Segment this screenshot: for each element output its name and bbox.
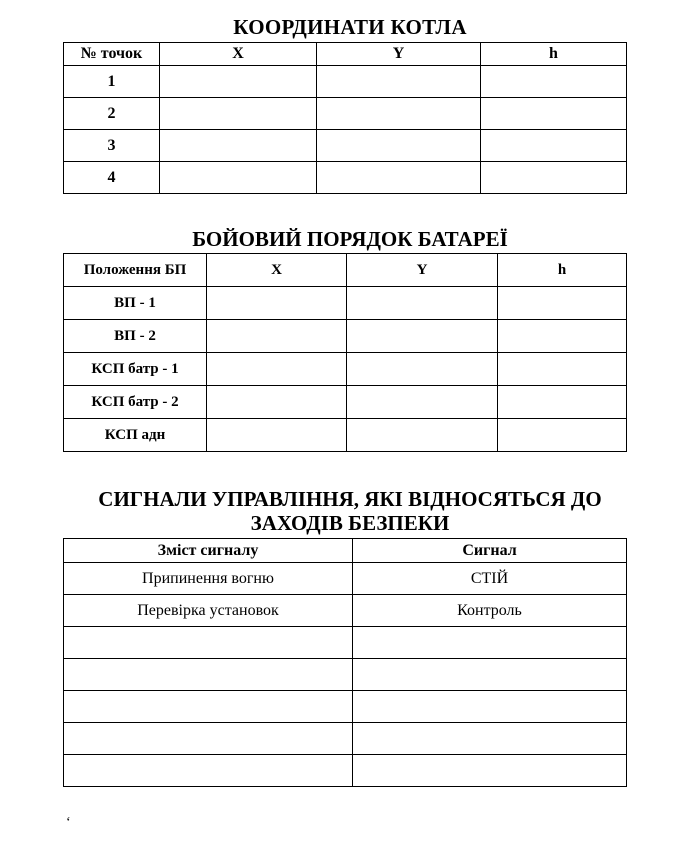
cell-y[interactable] <box>347 353 498 386</box>
cell-x[interactable] <box>160 130 317 162</box>
cell-signal[interactable] <box>353 723 627 755</box>
cell-signal-content[interactable]: Перевірка установок <box>64 595 353 627</box>
cell-x[interactable] <box>160 66 317 98</box>
header-signal-content: Зміст сигналу <box>64 539 353 563</box>
cell-signal[interactable] <box>353 755 627 787</box>
cell-h[interactable] <box>498 353 627 386</box>
stray-mark: ‘ <box>66 815 71 830</box>
cell-h[interactable] <box>481 130 627 162</box>
cell-h[interactable] <box>481 162 627 194</box>
cell-y[interactable] <box>347 287 498 320</box>
cell-signal-content[interactable] <box>64 691 353 723</box>
table-row <box>64 419 627 452</box>
cell-h[interactable] <box>481 66 627 98</box>
table-row <box>64 723 627 755</box>
row-label: 4 <box>64 162 160 194</box>
cell-y[interactable] <box>347 386 498 419</box>
safety-signals-table <box>63 538 627 787</box>
boiler-coordinates-title: КООРДИНАТИ КОТЛА <box>233 15 467 39</box>
table-row <box>64 386 627 419</box>
cell-h[interactable] <box>498 320 627 353</box>
table-row <box>64 353 627 386</box>
header-h: h <box>498 254 627 287</box>
table-row <box>64 98 627 130</box>
table-header-row <box>64 539 627 563</box>
cell-signal[interactable] <box>353 627 627 659</box>
cell-signal[interactable] <box>353 659 627 691</box>
header-point-number: № точок <box>64 43 160 66</box>
row-label: ВП - 2 <box>64 320 207 353</box>
header-x: X <box>160 43 317 66</box>
table-row <box>64 691 627 723</box>
cell-x[interactable] <box>207 386 347 419</box>
header-y: Y <box>347 254 498 287</box>
row-label: 3 <box>64 130 160 162</box>
cell-signal[interactable]: Контроль <box>353 595 627 627</box>
cell-x[interactable] <box>160 98 317 130</box>
cell-y[interactable] <box>317 66 481 98</box>
table-row <box>64 66 627 98</box>
cell-y[interactable] <box>347 419 498 452</box>
battery-order-table <box>63 253 627 452</box>
header-x: X <box>207 254 347 287</box>
table-row <box>64 627 627 659</box>
header-signal: Сигнал <box>353 539 627 563</box>
cell-signal-content[interactable] <box>64 627 353 659</box>
cell-y[interactable] <box>317 162 481 194</box>
row-label: КСП батр - 2 <box>64 386 207 419</box>
safety-signals-title-line1: СИГНАЛИ УПРАВЛІННЯ, ЯКІ ВІДНОСЯТЬСЯ ДО <box>98 487 602 511</box>
cell-y[interactable] <box>347 320 498 353</box>
table-header-row <box>64 43 627 66</box>
cell-x[interactable] <box>160 162 317 194</box>
row-label: КСП батр - 1 <box>64 353 207 386</box>
boiler-coordinates-table <box>63 42 627 194</box>
cell-h[interactable] <box>481 98 627 130</box>
cell-h[interactable] <box>498 287 627 320</box>
row-label: 2 <box>64 98 160 130</box>
header-position: Положення БП <box>64 254 207 287</box>
table-row <box>64 320 627 353</box>
table-row <box>64 595 627 627</box>
cell-x[interactable] <box>207 320 347 353</box>
cell-signal[interactable]: СТІЙ <box>353 563 627 595</box>
cell-signal-content[interactable]: Припинення вогню <box>64 563 353 595</box>
cell-h[interactable] <box>498 419 627 452</box>
cell-x[interactable] <box>207 287 347 320</box>
table-row <box>64 162 627 194</box>
row-label: ВП - 1 <box>64 287 207 320</box>
table-row <box>64 755 627 787</box>
cell-y[interactable] <box>317 130 481 162</box>
header-y: Y <box>317 43 481 66</box>
table-row <box>64 563 627 595</box>
cell-signal-content[interactable] <box>64 723 353 755</box>
table-row <box>64 130 627 162</box>
header-h: h <box>481 43 627 66</box>
cell-x[interactable] <box>207 419 347 452</box>
cell-y[interactable] <box>317 98 481 130</box>
table-row <box>64 659 627 691</box>
safety-signals-title-line2: ЗАХОДІВ БЕЗПЕКИ <box>250 511 450 536</box>
row-label: 1 <box>64 66 160 98</box>
cell-signal[interactable] <box>353 691 627 723</box>
cell-h[interactable] <box>498 386 627 419</box>
table-header-row <box>64 254 627 287</box>
cell-x[interactable] <box>207 353 347 386</box>
row-label: КСП адн <box>64 419 207 452</box>
cell-signal-content[interactable] <box>64 659 353 691</box>
table-row <box>64 287 627 320</box>
safety-signals-title <box>0 487 700 535</box>
cell-signal-content[interactable] <box>64 755 353 787</box>
battery-order-title: БОЙОВИЙ ПОРЯДОК БАТАРЕЇ <box>192 227 508 251</box>
